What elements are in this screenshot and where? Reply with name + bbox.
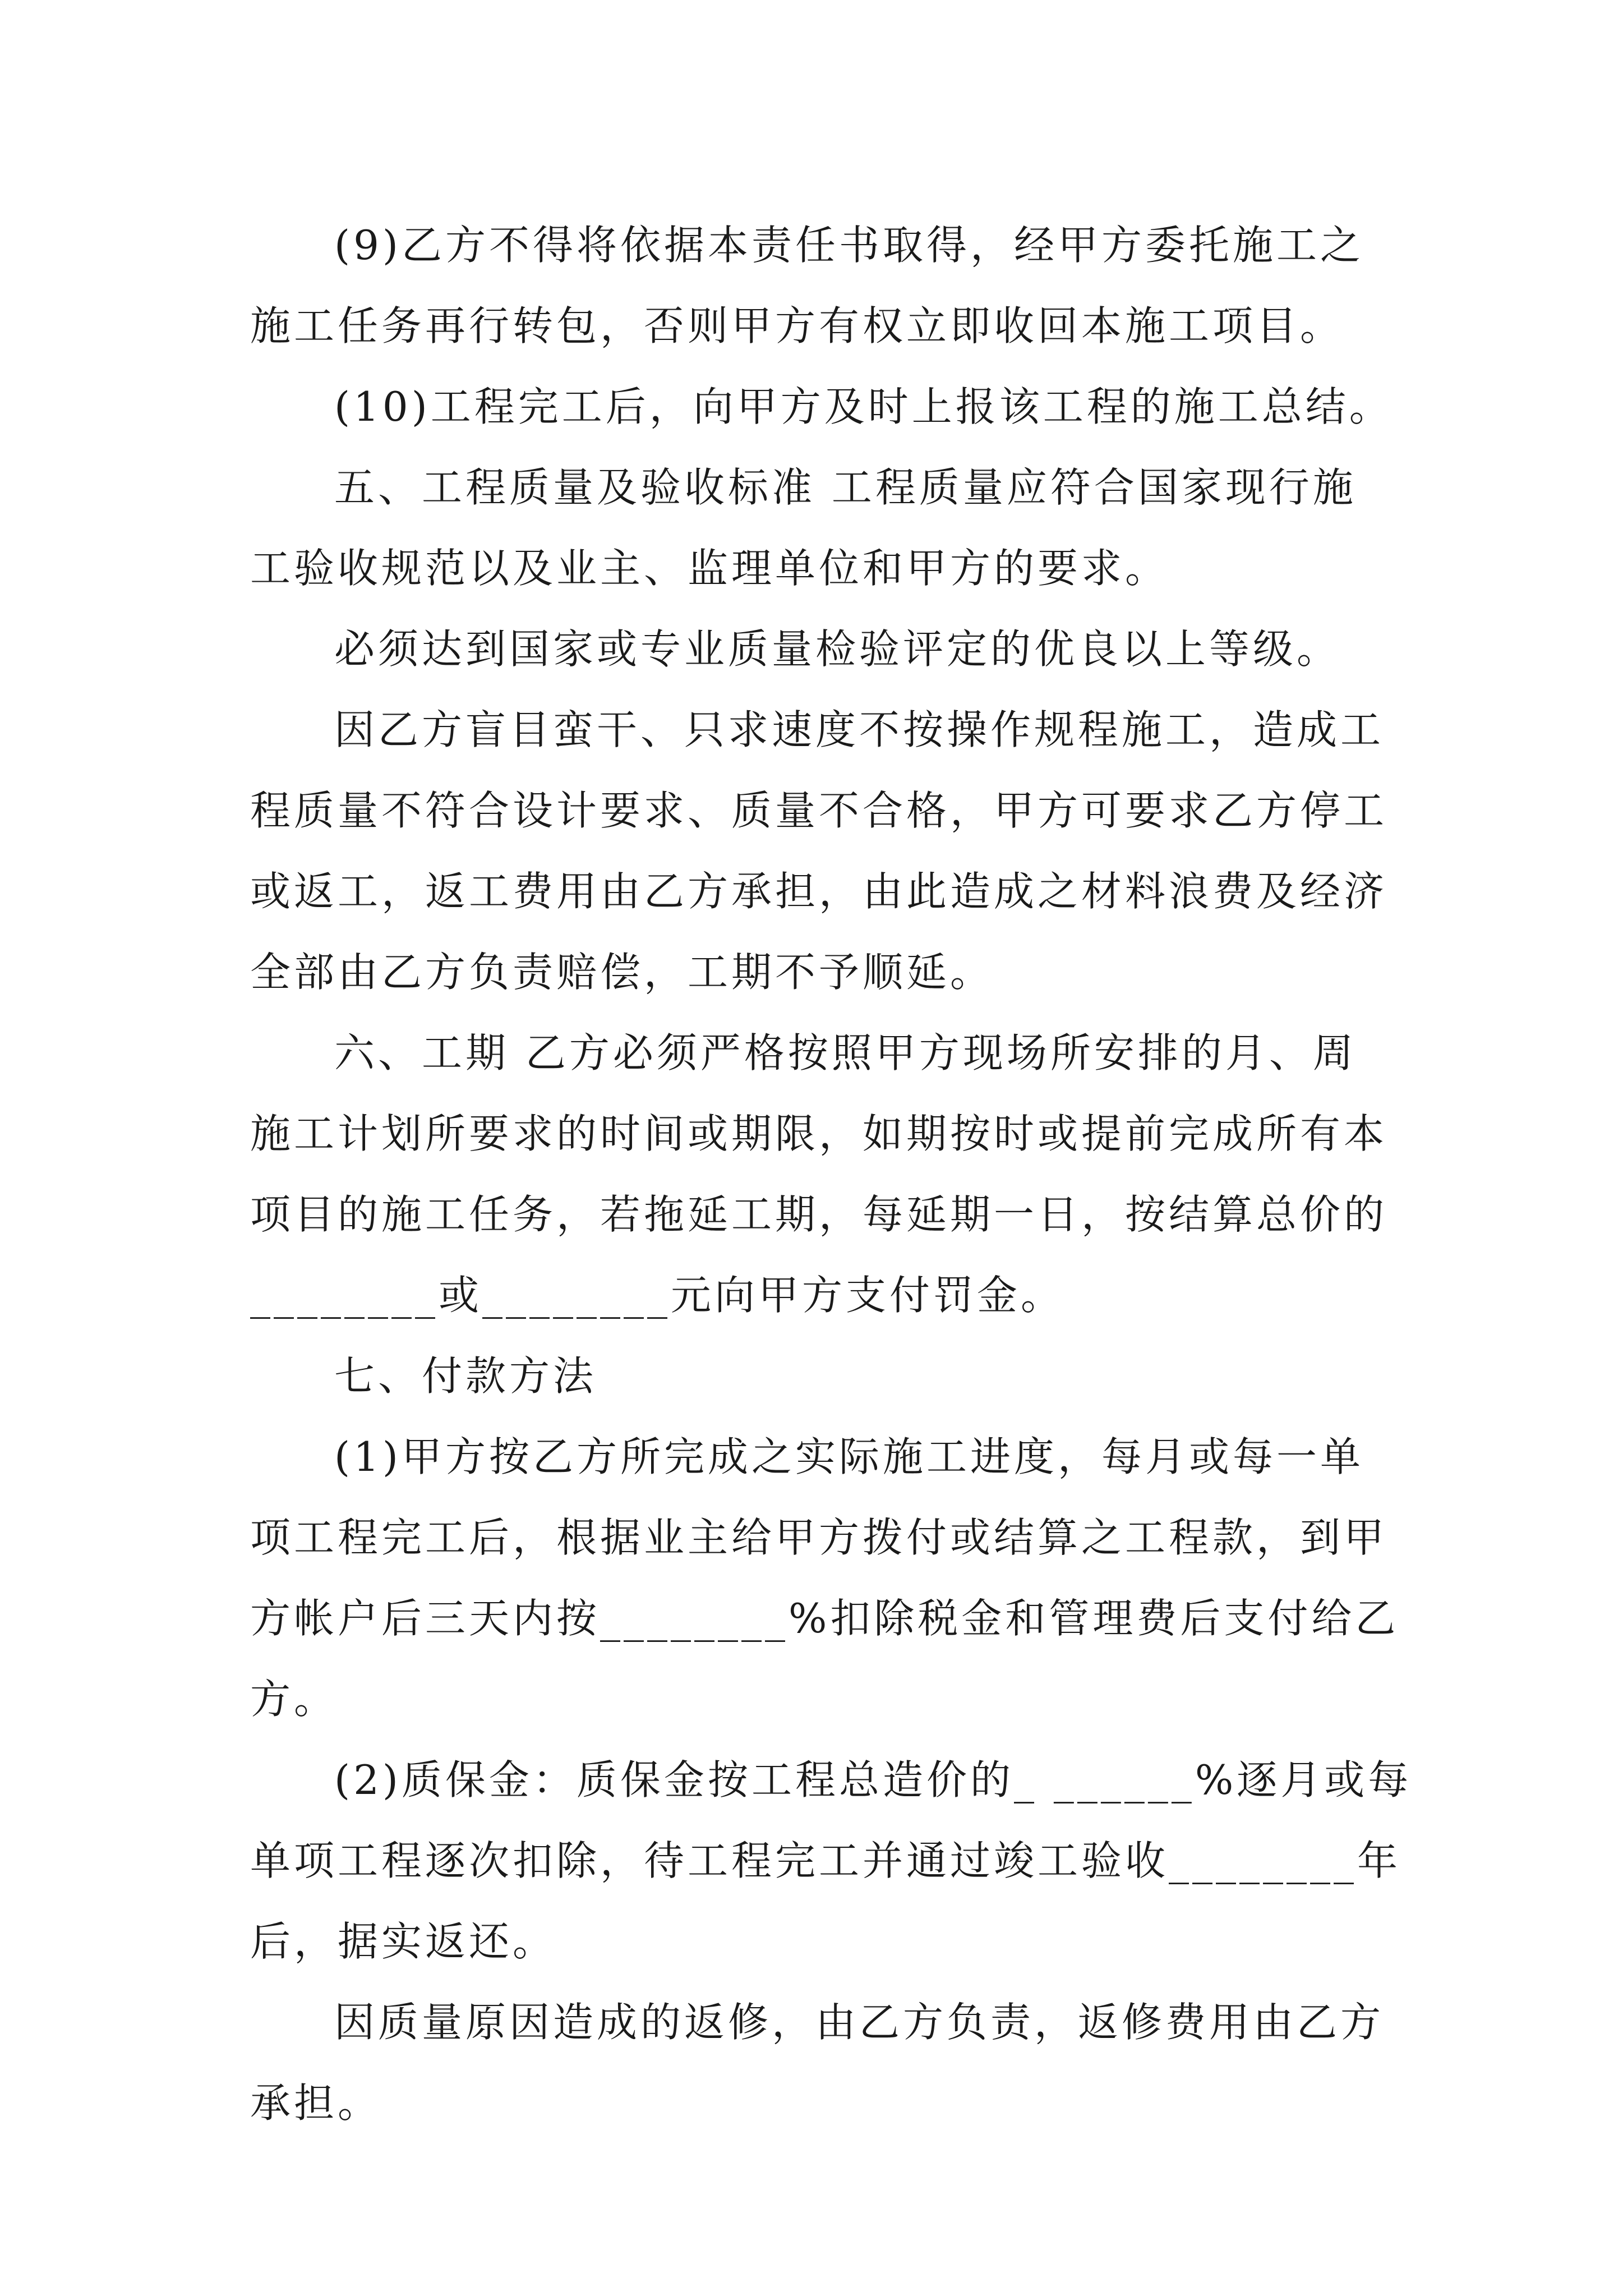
quality-liability-line-4: 全部由乙方负责赔偿，工期不予顺延。 — [250, 949, 994, 996]
payment-clause-1-line-1: (1)甲方按乙方所完成之实际施工进度，每月或每一单 — [334, 1433, 1364, 1480]
document-body — [250, 205, 1412, 2143]
section-5-heading-line-1: 五、工程质量及验收标准 工程质量应符合国家现行施 — [334, 464, 1357, 511]
payment-clause-1-line-4: 方。 — [250, 1676, 338, 1723]
quality-liability-line-1: 因乙方盲目蛮干、只求速度不按操作规程施工，造成工 — [334, 706, 1385, 753]
quality-liability-line-2: 程质量不符合设计要求、质量不合格，甲方可要求乙方停工 — [250, 787, 1388, 834]
section-6-line-2: 施工计划所要求的时间或期限，如期按时或提前完成所有本 — [250, 1110, 1388, 1157]
payment-clause-1-line-2: 项工程完工后，根据业主给甲方拨付或结算之工程款，到甲 — [250, 1514, 1388, 1561]
section-6-line-1: 六、工期 乙方必须严格按照甲方现场所安排的月、周 — [334, 1029, 1357, 1076]
quality-requirement: 必须达到国家或专业质量检验评定的优良以上等级。 — [334, 625, 1341, 673]
repair-clause-line-2: 承担。 — [250, 2079, 382, 2127]
payment-clause-2-line-2: 单项工程逐次扣除，待工程完工并通过竣工验收________年 — [250, 1837, 1401, 1884]
section-7-heading: 七、付款方法 — [334, 1352, 597, 1400]
paragraph-10: (10)工程完工后，向甲方及时上报该工程的施工总结。 — [334, 383, 1393, 430]
section-6-line-3: 项目的施工任务，若拖延工期，每延期一日，按结算总价的 — [250, 1191, 1388, 1238]
section-5-heading-line-2: 工验收规范以及业主、监理单位和甲方的要求。 — [250, 545, 1169, 592]
paragraph-9-line-1: (9)乙方不得将依据本责任书取得，经甲方委托施工之 — [334, 222, 1364, 269]
section-6-line-4: ________或________元向甲方支付罚金。 — [250, 1272, 1065, 1319]
payment-clause-1-line-3: 方帐户后三天内按________%扣除税金和管理费后支付给乙 — [250, 1595, 1399, 1642]
repair-clause-line-1: 因质量原因造成的返修，由乙方负责，返修费用由乙方 — [334, 1999, 1385, 2046]
payment-clause-2-line-3: 后，据实返还。 — [250, 1918, 557, 1965]
quality-liability-line-3: 或返工，返工费用由乙方承担，由此造成之材料浪费及经济 — [250, 868, 1388, 915]
paragraph-9-line-2: 施工任务再行转包，否则甲方有权立即收回本施工项目。 — [250, 302, 1344, 349]
payment-clause-2-line-1: (2)质保金：质保金按工程总造价的_ ______%逐月或每 — [334, 1756, 1412, 1803]
